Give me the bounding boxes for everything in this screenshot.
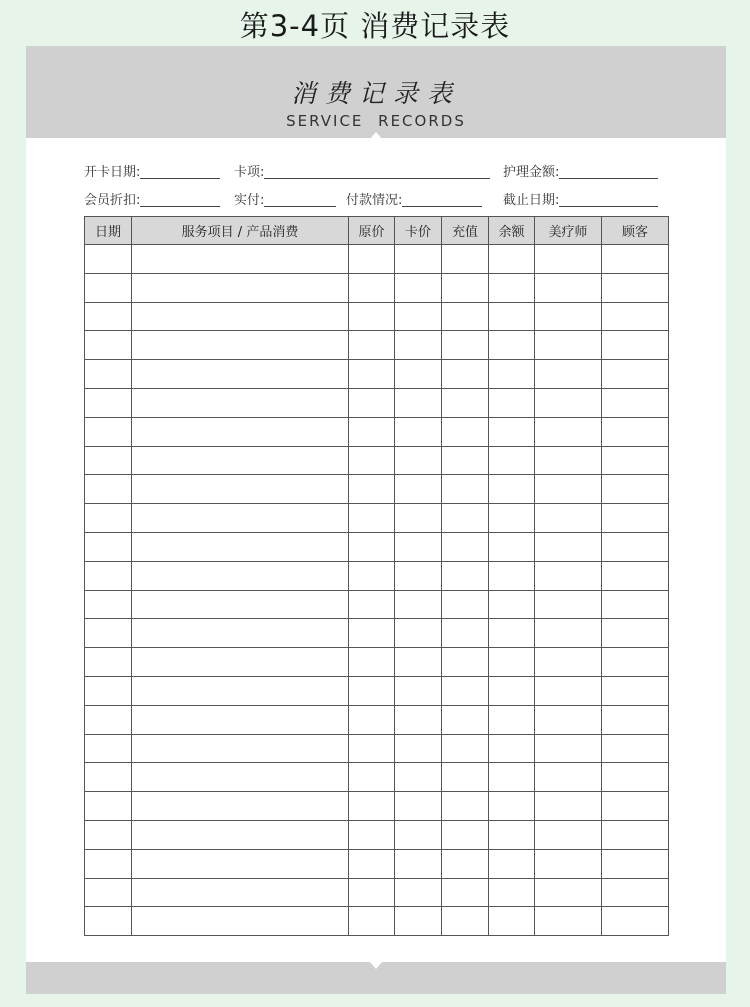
table-cell[interactable]: [489, 504, 535, 533]
table-cell[interactable]: [489, 388, 535, 417]
table-cell[interactable]: [85, 820, 132, 849]
table-cell[interactable]: [535, 590, 602, 619]
table-cell[interactable]: [349, 619, 395, 648]
table-row: [85, 388, 669, 417]
table-cell[interactable]: [395, 849, 442, 878]
table-cell[interactable]: [349, 648, 395, 677]
field-line: [140, 192, 220, 207]
field-care-amount[interactable]: [503, 164, 658, 184]
table-row: [85, 532, 669, 561]
table-cell[interactable]: [602, 705, 669, 734]
table-cell[interactable]: [349, 273, 395, 302]
table-cell[interactable]: [602, 504, 669, 533]
table-cell[interactable]: [395, 763, 442, 792]
table-cell[interactable]: [349, 245, 395, 274]
table-row: [85, 734, 669, 763]
table-cell[interactable]: [132, 792, 349, 821]
table-cell[interactable]: [442, 734, 489, 763]
table-cell[interactable]: [132, 302, 349, 331]
table-cell[interactable]: [489, 245, 535, 274]
table-cell[interactable]: [85, 331, 132, 360]
table-row: [85, 331, 669, 360]
table-cell[interactable]: [489, 273, 535, 302]
table-cell[interactable]: [132, 648, 349, 677]
field-label: 付款情况:: [346, 193, 403, 208]
table-cell[interactable]: [85, 619, 132, 648]
field-line: [559, 192, 658, 207]
table-cell[interactable]: [535, 648, 602, 677]
records-table: [84, 216, 669, 936]
table-cell[interactable]: [85, 705, 132, 734]
field-card-item[interactable]: [234, 164, 490, 184]
field-row-1: [84, 164, 668, 184]
table-cell[interactable]: [442, 245, 489, 274]
table-row: [85, 446, 669, 475]
table-cell[interactable]: [85, 878, 132, 907]
table-cell[interactable]: [85, 302, 132, 331]
table-cell[interactable]: [85, 360, 132, 389]
table-cell[interactable]: [602, 532, 669, 561]
table-cell[interactable]: [442, 331, 489, 360]
table-cell[interactable]: [132, 878, 349, 907]
table-row: [85, 245, 669, 274]
table-row: [85, 878, 669, 907]
table-cell[interactable]: [489, 590, 535, 619]
table-cell[interactable]: [442, 504, 489, 533]
table-cell[interactable]: [442, 446, 489, 475]
table-cell[interactable]: [489, 820, 535, 849]
table-cell[interactable]: [349, 590, 395, 619]
table-cell[interactable]: [535, 360, 602, 389]
table-cell[interactable]: [85, 676, 132, 705]
field-label: 卡项:: [234, 165, 265, 180]
table-cell[interactable]: [132, 619, 349, 648]
table-cell[interactable]: [395, 878, 442, 907]
table-cell[interactable]: [395, 417, 442, 446]
table-cell[interactable]: [349, 331, 395, 360]
table-cell[interactable]: [489, 734, 535, 763]
table-row: [85, 705, 669, 734]
table-cell[interactable]: [395, 907, 442, 936]
column-header-card-price: 卡价: [395, 217, 442, 245]
table-cell[interactable]: [132, 763, 349, 792]
table-cell[interactable]: [442, 360, 489, 389]
table-cell[interactable]: [442, 648, 489, 677]
table-cell[interactable]: [535, 273, 602, 302]
table-cell[interactable]: [442, 273, 489, 302]
table-cell[interactable]: [349, 705, 395, 734]
field-label: 实付:: [234, 193, 265, 208]
page-heading: 第3-4页 消费记录表: [239, 9, 511, 43]
table-cell[interactable]: [442, 820, 489, 849]
table-cell[interactable]: [442, 388, 489, 417]
table-row: [85, 619, 669, 648]
table-cell[interactable]: [442, 532, 489, 561]
table-cell[interactable]: [442, 417, 489, 446]
table-cell[interactable]: [489, 331, 535, 360]
table-cell[interactable]: [442, 763, 489, 792]
field-line: [559, 164, 658, 179]
table-row: [85, 475, 669, 504]
column-header-balance: 余额: [489, 217, 535, 245]
field-line: [402, 192, 482, 207]
table-row: [85, 360, 669, 389]
table-cell[interactable]: [85, 504, 132, 533]
field-row-2: [84, 192, 668, 212]
table-cell[interactable]: [85, 475, 132, 504]
footer-notch: [370, 962, 382, 969]
table-cell[interactable]: [395, 360, 442, 389]
table-cell[interactable]: [602, 619, 669, 648]
table-row: [85, 273, 669, 302]
table-cell[interactable]: [535, 245, 602, 274]
table-cell[interactable]: [85, 648, 132, 677]
table-row: [85, 417, 669, 446]
table-cell[interactable]: [132, 360, 349, 389]
table-row: [85, 590, 669, 619]
table-cell[interactable]: [395, 532, 442, 561]
table-cell[interactable]: [349, 878, 395, 907]
table-cell[interactable]: [489, 878, 535, 907]
table-cell[interactable]: [349, 907, 395, 936]
table-row: [85, 763, 669, 792]
table-cell[interactable]: [132, 388, 349, 417]
table-cell[interactable]: [349, 532, 395, 561]
table-cell[interactable]: [442, 561, 489, 590]
table-cell[interactable]: [132, 245, 349, 274]
table-cell[interactable]: [489, 417, 535, 446]
table-cell[interactable]: [535, 388, 602, 417]
table-row: [85, 792, 669, 821]
table-cell[interactable]: [442, 302, 489, 331]
table-cell[interactable]: [602, 331, 669, 360]
field-card-open-date[interactable]: [84, 164, 220, 184]
table-cell[interactable]: [489, 676, 535, 705]
table-cell[interactable]: [602, 878, 669, 907]
table-cell[interactable]: [442, 475, 489, 504]
table-cell[interactable]: [85, 763, 132, 792]
table-cell[interactable]: [132, 849, 349, 878]
table-cell[interactable]: [132, 446, 349, 475]
table-cell[interactable]: [132, 561, 349, 590]
table-cell[interactable]: [442, 590, 489, 619]
table-cell[interactable]: [535, 705, 602, 734]
table-cell[interactable]: [602, 907, 669, 936]
table-cell[interactable]: [602, 648, 669, 677]
table-cell[interactable]: [395, 273, 442, 302]
table-cell[interactable]: [85, 907, 132, 936]
table-cell[interactable]: [395, 245, 442, 274]
table-cell[interactable]: [395, 734, 442, 763]
table-cell[interactable]: [442, 792, 489, 821]
table-cell[interactable]: [535, 302, 602, 331]
record-sheet: [26, 46, 726, 994]
table-cell[interactable]: [602, 763, 669, 792]
table-cell[interactable]: [535, 561, 602, 590]
records-body: [85, 245, 669, 936]
table-cell[interactable]: [602, 475, 669, 504]
table-cell[interactable]: [535, 446, 602, 475]
table-cell[interactable]: [489, 907, 535, 936]
table-cell[interactable]: [132, 273, 349, 302]
table-cell[interactable]: [535, 907, 602, 936]
table-cell[interactable]: [489, 446, 535, 475]
table-cell[interactable]: [395, 504, 442, 533]
header-notch: [370, 132, 382, 139]
table-cell[interactable]: [535, 763, 602, 792]
table-cell[interactable]: [85, 849, 132, 878]
table-cell[interactable]: [132, 820, 349, 849]
table-cell[interactable]: [132, 475, 349, 504]
table-cell[interactable]: [395, 676, 442, 705]
field-member-discount[interactable]: [84, 192, 220, 212]
table-cell[interactable]: [489, 648, 535, 677]
table-cell[interactable]: [395, 648, 442, 677]
table-cell[interactable]: [395, 561, 442, 590]
table-cell[interactable]: [602, 676, 669, 705]
table-cell[interactable]: [349, 417, 395, 446]
table-cell[interactable]: [489, 302, 535, 331]
table-cell[interactable]: [489, 849, 535, 878]
table-row: [85, 648, 669, 677]
table-cell[interactable]: [85, 245, 132, 274]
table-cell[interactable]: [535, 331, 602, 360]
table-cell[interactable]: [85, 446, 132, 475]
table-cell[interactable]: [349, 734, 395, 763]
field-payment-status[interactable]: [346, 192, 482, 212]
table-cell[interactable]: [85, 590, 132, 619]
field-actual-paid[interactable]: [234, 192, 336, 212]
field-label: 会员折扣:: [84, 193, 141, 208]
table-cell[interactable]: [85, 388, 132, 417]
table-cell[interactable]: [349, 561, 395, 590]
field-line: [140, 164, 220, 179]
sheet-title: 消费记录表: [290, 79, 461, 108]
table-cell[interactable]: [442, 907, 489, 936]
table-cell[interactable]: [489, 532, 535, 561]
table-cell[interactable]: [535, 849, 602, 878]
table-cell[interactable]: [395, 792, 442, 821]
table-cell[interactable]: [489, 475, 535, 504]
table-cell[interactable]: [602, 417, 669, 446]
table-cell[interactable]: [132, 676, 349, 705]
footer-band: [26, 962, 726, 994]
table-cell[interactable]: [349, 360, 395, 389]
table-cell[interactable]: [132, 590, 349, 619]
table-cell[interactable]: [442, 705, 489, 734]
table-cell[interactable]: [395, 446, 442, 475]
column-header-top-up: 充值: [442, 217, 489, 245]
table-cell[interactable]: [442, 878, 489, 907]
table-row: [85, 820, 669, 849]
table-cell[interactable]: [132, 417, 349, 446]
table-cell[interactable]: [535, 820, 602, 849]
table-cell[interactable]: [602, 734, 669, 763]
table-cell[interactable]: [602, 388, 669, 417]
table-header-row: [85, 217, 669, 245]
table-row: [85, 504, 669, 533]
column-header-original-price: 原价: [349, 217, 395, 245]
table-row: [85, 561, 669, 590]
sheet-subtitle: SERVICE RECORDS: [286, 112, 466, 130]
table-cell[interactable]: [602, 849, 669, 878]
table-cell[interactable]: [349, 475, 395, 504]
table-row: [85, 302, 669, 331]
table-cell[interactable]: [132, 532, 349, 561]
column-header-date: 日期: [85, 217, 132, 245]
table-cell[interactable]: [602, 561, 669, 590]
table-cell[interactable]: [132, 705, 349, 734]
table-cell[interactable]: [489, 763, 535, 792]
table-row: [85, 849, 669, 878]
column-header-therapist: 美疗师: [535, 217, 602, 245]
field-end-date[interactable]: [503, 192, 658, 212]
table-cell[interactable]: [85, 561, 132, 590]
table-cell[interactable]: [395, 388, 442, 417]
table-cell[interactable]: [349, 446, 395, 475]
table-cell[interactable]: [132, 734, 349, 763]
table-cell[interactable]: [85, 792, 132, 821]
table-cell[interactable]: [489, 561, 535, 590]
table-cell[interactable]: [602, 446, 669, 475]
field-label: 护理金额:: [503, 165, 560, 180]
field-line: [264, 192, 336, 207]
table-cell[interactable]: [85, 734, 132, 763]
field-label: 截止日期:: [503, 193, 560, 208]
table-cell[interactable]: [602, 360, 669, 389]
table-cell[interactable]: [535, 676, 602, 705]
table-cell[interactable]: [395, 331, 442, 360]
table-cell[interactable]: [602, 792, 669, 821]
table-cell[interactable]: [535, 475, 602, 504]
table-cell[interactable]: [535, 504, 602, 533]
table-cell[interactable]: [349, 676, 395, 705]
table-cell[interactable]: [442, 619, 489, 648]
table-cell[interactable]: [395, 475, 442, 504]
column-header-customer: 顾客: [602, 217, 669, 245]
table-cell[interactable]: [489, 705, 535, 734]
field-label: 开卡日期:: [84, 165, 141, 180]
table-cell[interactable]: [535, 417, 602, 446]
table-cell[interactable]: [395, 302, 442, 331]
table-cell[interactable]: [349, 302, 395, 331]
table-cell[interactable]: [395, 705, 442, 734]
table-cell[interactable]: [535, 532, 602, 561]
table-cell[interactable]: [395, 590, 442, 619]
field-line: [264, 164, 490, 179]
table-cell[interactable]: [349, 388, 395, 417]
table-cell[interactable]: [349, 763, 395, 792]
table-cell[interactable]: [132, 331, 349, 360]
table-cell[interactable]: [349, 820, 395, 849]
table-cell[interactable]: [602, 273, 669, 302]
table-cell[interactable]: [535, 619, 602, 648]
table-cell[interactable]: [349, 504, 395, 533]
table-cell[interactable]: [535, 734, 602, 763]
table-cell[interactable]: [349, 849, 395, 878]
table-cell[interactable]: [602, 245, 669, 274]
table-cell[interactable]: [349, 792, 395, 821]
table-cell[interactable]: [85, 417, 132, 446]
table-cell[interactable]: [602, 302, 669, 331]
table-cell[interactable]: [395, 820, 442, 849]
table-cell[interactable]: [395, 619, 442, 648]
header-band: [26, 46, 726, 138]
table-cell[interactable]: [489, 619, 535, 648]
column-header-service: 服务项目 / 产品消费: [132, 217, 349, 245]
table-cell[interactable]: [489, 360, 535, 389]
table-cell[interactable]: [602, 590, 669, 619]
table-cell[interactable]: [132, 907, 349, 936]
table-cell[interactable]: [535, 878, 602, 907]
table-cell[interactable]: [132, 504, 349, 533]
table-row: [85, 676, 669, 705]
table-cell[interactable]: [489, 792, 535, 821]
table-cell[interactable]: [85, 532, 132, 561]
table-cell[interactable]: [85, 273, 132, 302]
table-row: [85, 907, 669, 936]
table-cell[interactable]: [535, 792, 602, 821]
table-cell[interactable]: [602, 820, 669, 849]
table-cell[interactable]: [442, 849, 489, 878]
table-cell[interactable]: [442, 676, 489, 705]
